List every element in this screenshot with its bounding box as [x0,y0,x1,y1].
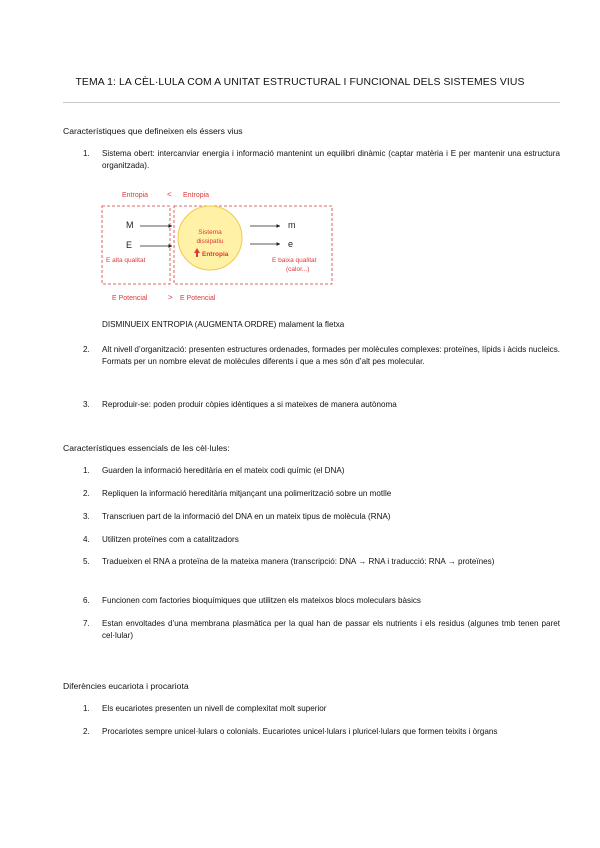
dissipative-system-diagram [100,186,340,306]
list-number: 1. [83,466,90,475]
section-heading-eukaryote-prokaryote: Diferències eucariota i procariota [63,681,189,691]
list-text: Funcionen com factories bioquímiques que utilitzen els mateixos blocs moleculars bàsics [102,596,421,605]
list-text: Sistema obert: intercanviar energia i informació mantenint un equilibri dinàmic (captar matèria i E per mantenir una estructura organitzada). [102,149,560,171]
list-number: 2. [83,489,90,498]
entropy-right-label: Entropia [183,192,210,199]
list-number: 2. [83,345,90,354]
entropy-left-label: Entropia [122,192,149,199]
section-heading-cell-features: Característiques essencials de les cèl·lules: [63,443,230,453]
potential-compare-sign: > [168,293,173,302]
list-text: Procariotes sempre unicel·lulars o colonials. Eucariotes unicel·lulars i pluricel·lulars que formen teixits i òrgans [102,727,498,736]
list-text: Tradueixen el RNA a proteïna de la mateixa manera (transcripció: DNA → RNA i traducció: RNA → proteïnes) [102,557,495,566]
circle-label-dissipative: dissipatiu [196,238,224,245]
list-text: Estan envoltades d’una membrana plasmàtica per la qual han de passar els nutrients i els residus (algunes tmb tenen paret cel·lular) [102,619,560,641]
environment-box-left [102,206,170,284]
list-text: Utilitzen proteïnes com a catalitzadors [102,535,239,544]
list-text: Repliquen la informació hereditària mitjançant una polimerització sobre un motlle [102,489,392,498]
input-energy-label: E [126,240,133,250]
list-text: Reproduir-se: poden produir còpies idèntiques a si mateixes de manera autònoma [102,400,397,409]
page-title: TEMA 1: LA CÈL·LULA COM A UNITAT ESTRUCTURAL I FUNCIONAL DELS SISTEMES VIUS [75,77,525,88]
list-number: 3. [83,512,90,521]
list-number: 7. [83,619,90,628]
list-text: Alt nivell d’organització: presenten estructures ordenades, formades per molècules complexes: proteïnes, lípids i àcids nucleics. Formats per un nombre elevat de molècules diferents i que a mes són d’alt pes molecular. [102,345,560,367]
output-matter-label: m [288,220,296,230]
list-number: 1. [83,149,90,158]
list-number: 4. [83,535,90,544]
high-quality-energy-label: E alta qualitat [106,257,146,264]
entropy-compare-sign: < [167,190,172,199]
output-energy-label: e [288,239,294,249]
title-divider [63,102,560,103]
list-text: Transcriuen part de la informació del DNA en un mateix tipus de molècula (RNA) [102,512,391,521]
diagram-note: DISMINUEIX ENTROPIA (AUGMENTA ORDRE) malament la fletxa [102,320,345,329]
low-quality-energy-label: E baixa qualitat [272,257,317,264]
list-number: 2. [83,727,90,736]
circle-label-entropy: Entropia [202,251,229,258]
input-matter-label: M [126,220,134,230]
list-number: 1. [83,704,90,713]
potential-right-label: E Potencial [180,295,216,302]
list-number: 5. [83,557,90,566]
list-number: 3. [83,400,90,409]
circle-label-system: Sistema [198,229,222,236]
heat-label: (calor...) [286,266,310,273]
list-text: Els eucariotes presenten un nivell de complexitat molt superior [102,704,327,713]
list-number: 6. [83,596,90,605]
section-heading-living-beings: Característiques que defineixen els éssers vius [63,126,243,136]
list-text: Guarden la informació hereditària en el mateix codi químic (el DNA) [102,466,345,475]
potential-left-label: E Potencial [112,295,148,302]
